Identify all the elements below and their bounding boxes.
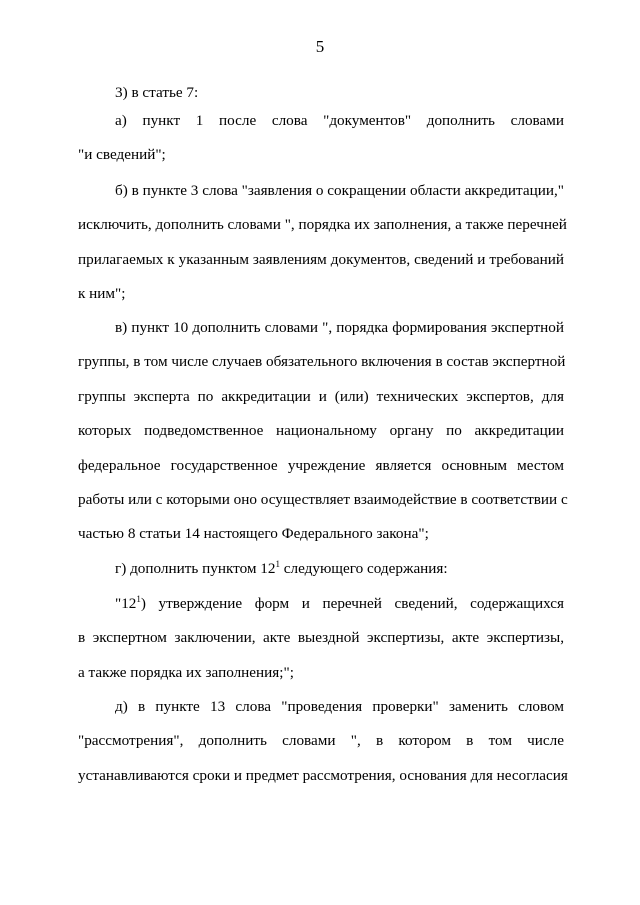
text-line: "и сведений"; [78, 146, 166, 164]
text-line: а также порядка их заполнения;"; [78, 663, 294, 681]
text-line: работы или с которыми оно осуществляет взаимодействие в соответствии с [78, 490, 568, 508]
paragraph-item-a [78, 104, 564, 173]
text-line [78, 587, 564, 621]
text-line: в экспертном заключении, акте выездной экспертизы, акте экспертизы, [78, 629, 564, 647]
text-fragment: следующего содержания: [279, 560, 448, 577]
paragraph-item-g [78, 552, 564, 586]
text-fragment: "12 [115, 595, 137, 612]
text-line: которых подведомственное национальному органу по аккредитации [78, 422, 564, 440]
text-fragment: ) утверждение форм и перечней сведений, содержащихся [140, 595, 564, 612]
text-line: а) пункт 1 после слова "документов" дополнить словами [115, 112, 564, 129]
superscript: 1 [136, 594, 141, 604]
text-line: 3) в статье 7: [115, 84, 199, 101]
text-line: частью 8 статьи 14 настоящего Федерального закона"; [78, 525, 429, 543]
text-line [78, 552, 564, 586]
text-line: исключить, дополнить словами ", порядка их заполнения, а также перечней [78, 216, 567, 234]
paragraph-item-b [78, 174, 567, 312]
paragraph-item-v [78, 311, 568, 552]
superscript: 1 [275, 559, 280, 569]
paragraph-quote-12-1 [78, 587, 564, 690]
text-fragment: г) дополнить пунктом 12 [115, 560, 276, 577]
text-line: устанавливаются сроки и предмет рассмотрения, основания для несогласия [78, 766, 568, 784]
text-line: "рассмотрения", дополнить словами ", в котором в том числе [78, 732, 564, 750]
text-line: прилагаемых к указанным заявлениям документов, сведений и требований [78, 250, 564, 268]
text-line: группы эксперта по аккредитации и (или) технических экспертов, для [78, 387, 564, 405]
text-line: д) в пункте 13 слова "проведения проверки" заменить словом [115, 698, 564, 715]
text-line: в) пункт 10 дополнить словами ", порядка формирования экспертной [115, 319, 564, 336]
text-line: федеральное государственное учреждение является основным местом [78, 456, 564, 474]
text-line: к ним"; [78, 285, 126, 303]
text-line: б) в пункте 3 слова "заявления о сокращении области аккредитации," [115, 182, 564, 199]
page-number: 5 [315, 37, 325, 56]
paragraph-item-d [78, 690, 568, 793]
text-line: группы, в том числе случаев обязательного включения в состав экспертной [78, 353, 566, 371]
